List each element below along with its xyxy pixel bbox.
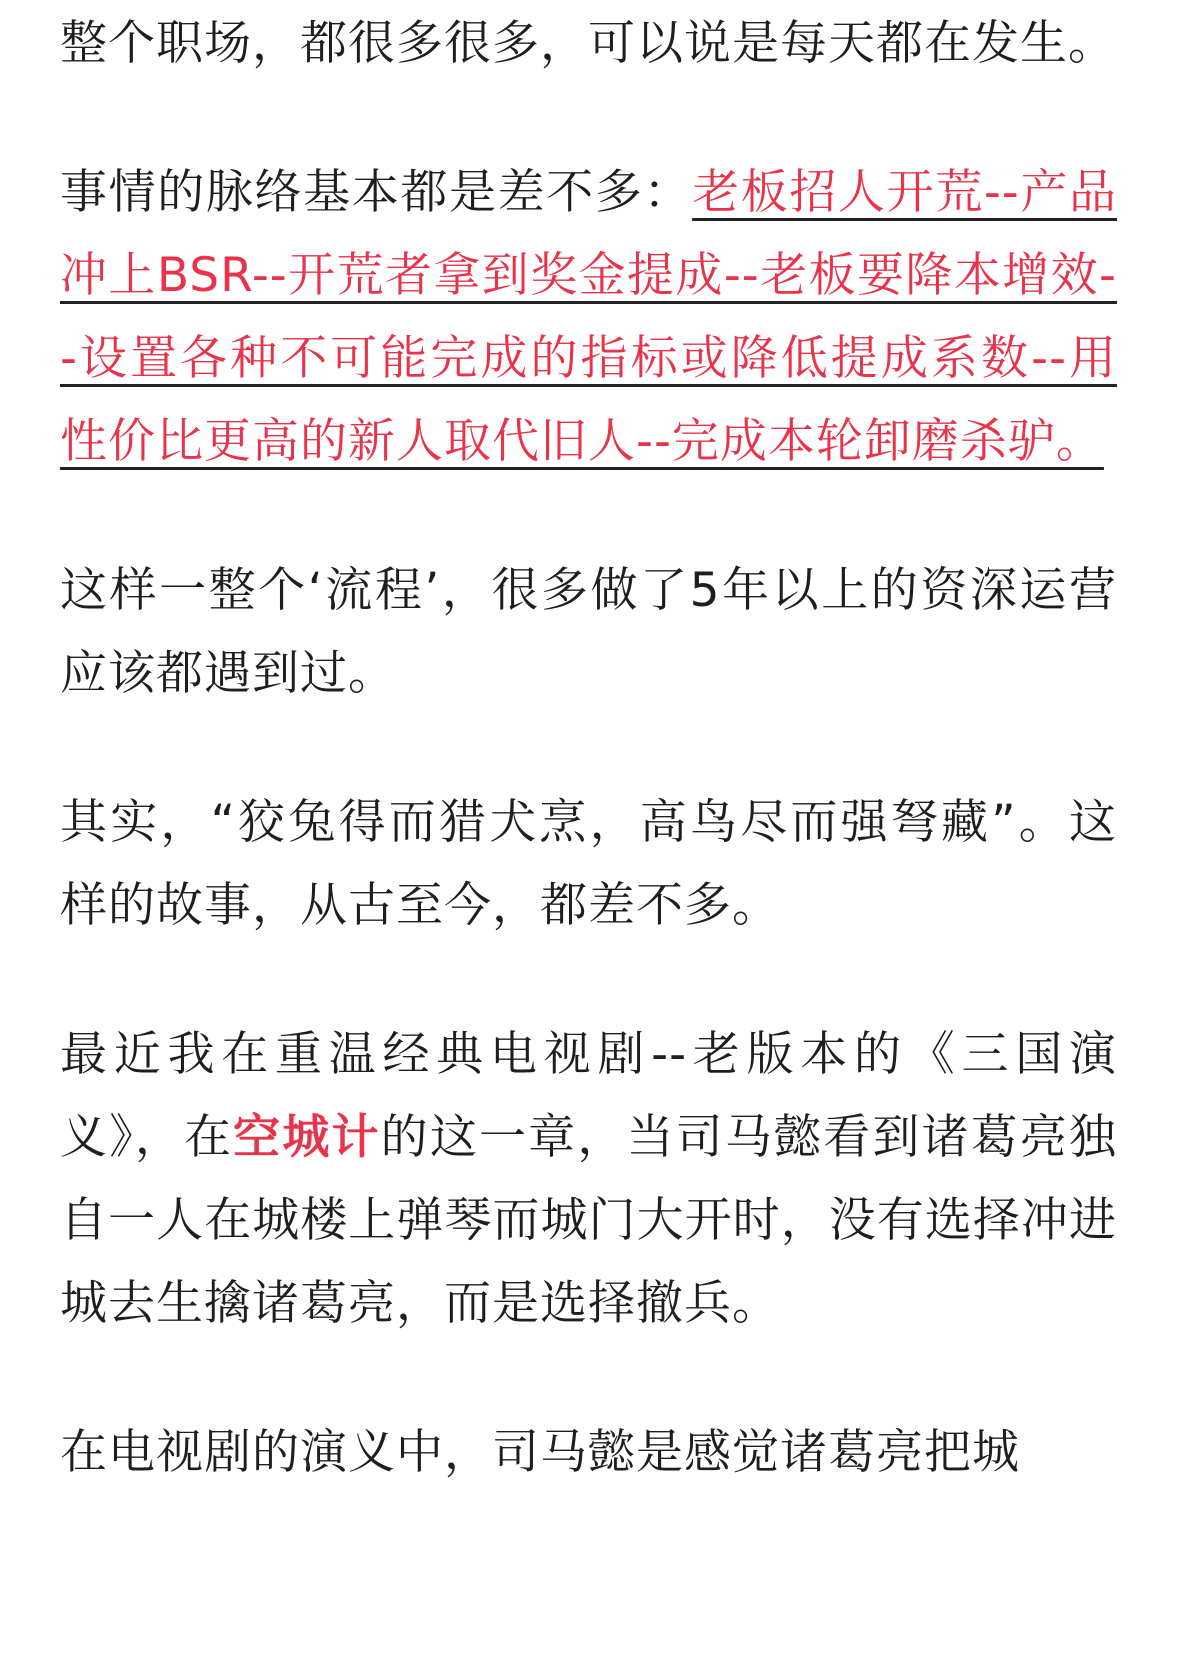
- paragraph-3: [60, 549, 1117, 715]
- highlighted-process: 老板招人开荒--产品冲上BSR--开荒者拿到奖金提成--老板要降本增效--设置各种不可能完成的指标或降低提成系数--用性价比更高的新人取代旧人--完成本轮卸磨杀驴。: [60, 165, 1118, 469]
- paragraph-5-before: 最近我在重温经典电视剧--老版本的《三国演义》，在: [60, 1027, 1117, 1165]
- paragraph-6-text: 在电视剧的演义中，司马懿是感觉诸葛亮把城: [60, 1425, 1020, 1480]
- paragraph-2-lead: 事情的脉络基本都是差不多：: [60, 165, 693, 220]
- paragraph-1-text: 整个职场，都很多很多，可以说是每天都在发生。: [60, 16, 1116, 71]
- paragraph-1: [60, 2, 1117, 85]
- paragraph-5: [60, 1013, 1117, 1345]
- paragraph-6: [60, 1411, 1117, 1494]
- keyword-empty-fort: 空城计: [233, 1110, 381, 1165]
- paragraph-4: [60, 781, 1117, 947]
- paragraph-5-after: 的这一章，当司马懿看到诸葛亮独自一人在城楼上弹琴而城门大开时，没有选择冲进城去生擒诸葛亮，而是选择撤兵。: [60, 1110, 1118, 1331]
- paragraph-2: [60, 151, 1117, 483]
- paragraph-3-text: 这样一整个‘流程’，很多做了5年以上的资深运营应该都遇到过。: [60, 563, 1117, 701]
- article-body: [60, 2, 1117, 1560]
- paragraph-4-text: 其实，“狡兔得而猎犬烹，高鸟尽而强弩藏”。这样的故事，从古至今，都差不多。: [60, 795, 1117, 933]
